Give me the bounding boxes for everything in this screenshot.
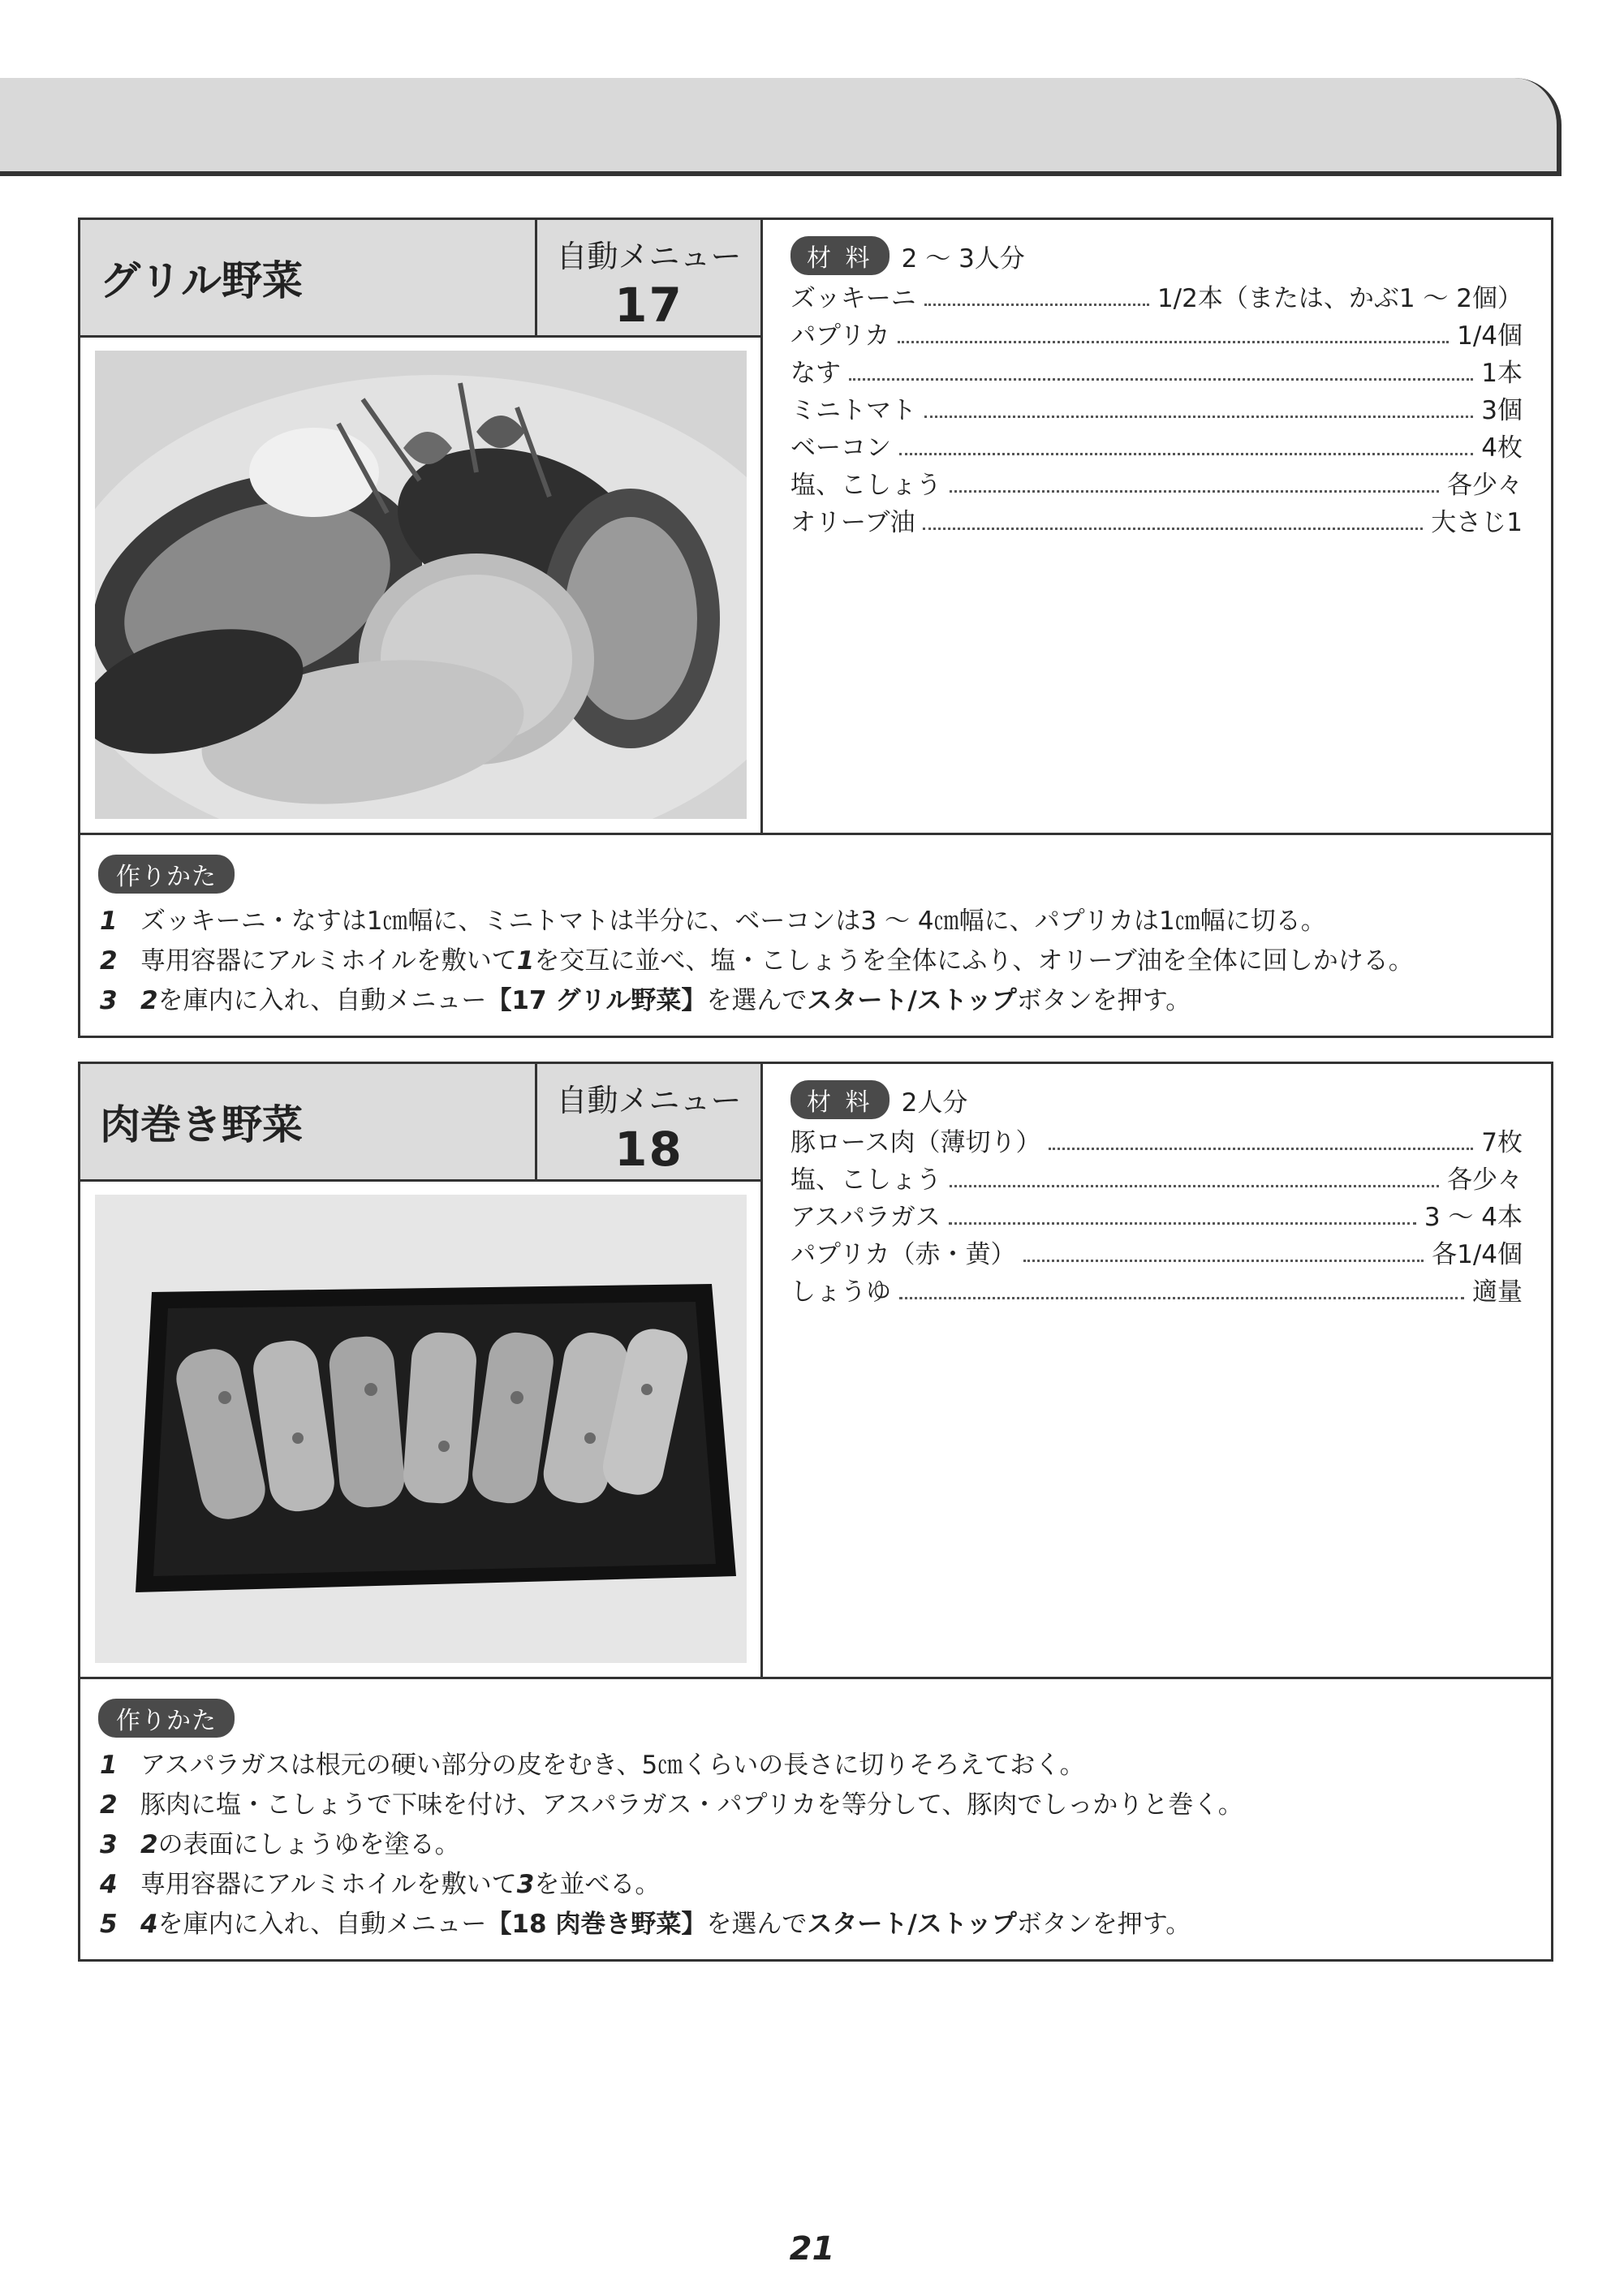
- step-reference: 1: [516, 946, 535, 976]
- step-reference: 4: [140, 1910, 158, 1939]
- grilled-vegetables-photo: [95, 351, 747, 819]
- steps-label: 作りかた: [98, 855, 235, 894]
- leader-dots: [950, 490, 1439, 493]
- step-text: アスパラガスは根元の硬い部分の皮をむき、5㎝くらいの長さに切りそろえておく。: [140, 1751, 1085, 1780]
- recipe-card-meat-rolled-vegetables: [78, 1062, 1553, 1962]
- ingredient-name: ベーコン: [790, 433, 891, 463]
- step-item: [80, 1865, 1551, 1905]
- ingredients-section: [790, 236, 1523, 541]
- leader-dots: [899, 1297, 1464, 1299]
- ingredient-name: 塩、こしょう: [790, 1165, 941, 1195]
- step-text: を選んで: [706, 986, 808, 1015]
- step-text: ボタンを押す。: [1016, 1910, 1191, 1939]
- step-text: の表面にしょうゆを塗る。: [157, 1830, 460, 1859]
- step-item: [80, 1825, 1551, 1865]
- step-text: ボタンを押す。: [1016, 986, 1191, 1015]
- ingredient-name: アスパラガス: [790, 1203, 941, 1232]
- step-item: [80, 1786, 1551, 1825]
- leader-dots: [1049, 1148, 1473, 1150]
- step-text: を並べる。: [534, 1870, 661, 1899]
- ingredient-amount: 7枚: [1481, 1128, 1523, 1157]
- step-number: 1: [100, 1751, 118, 1780]
- recipe-card-grilled-vegetables: [78, 218, 1553, 1038]
- ingredient-row: [790, 317, 1523, 355]
- step-number: 2: [100, 946, 118, 976]
- ingredient-amount: 1/4個: [1457, 321, 1523, 351]
- ingredient-name: 塩、こしょう: [790, 471, 941, 500]
- step-reference: 2: [140, 986, 158, 1015]
- ingredient-name: なす: [790, 359, 841, 388]
- header-bar: [0, 78, 1562, 176]
- steps-section: [80, 1679, 1551, 1959]
- step-item: [80, 941, 1551, 981]
- ingredient-name: パプリカ: [790, 321, 890, 351]
- ingredient-amount: 各少々: [1447, 1165, 1523, 1195]
- page-number: 21: [789, 2230, 835, 2268]
- ingredient-row: [790, 1124, 1523, 1161]
- meat-rolled-vegetables-photo: [95, 1195, 747, 1663]
- step-number: 3: [100, 986, 118, 1015]
- ingredient-row: [790, 1199, 1523, 1236]
- ingredient-amount: 1/2本（または、かぶ1 ～ 2個）: [1157, 284, 1523, 313]
- button-name: スタート/ストップ: [807, 1910, 1017, 1939]
- servings: 2 ～ 3人分: [901, 243, 1025, 274]
- recipe-title: グリル野菜: [80, 220, 537, 338]
- servings: 2人分: [901, 1088, 968, 1118]
- auto-menu-number: 17: [614, 278, 683, 333]
- menu-reference: 【17 グリル野菜】: [486, 986, 707, 1015]
- ingredient-name: 豚ロース肉（薄切り）: [790, 1128, 1041, 1157]
- ingredient-amount: 1本: [1481, 359, 1523, 388]
- ingredient-amount: 各1/4個: [1432, 1240, 1523, 1269]
- step-text: を交互に並べ、塩・こしょうを全体にふり、オリーブ油を全体に回しかける。: [534, 946, 1414, 976]
- step-number: 1: [100, 907, 118, 936]
- ingredient-name: ズッキーニ: [790, 284, 916, 313]
- ingredient-row: [790, 429, 1523, 467]
- ingredient-amount: 適量: [1472, 1277, 1523, 1307]
- auto-menu-box: [537, 1064, 763, 1182]
- step-item: [80, 1905, 1551, 1945]
- ingredient-name: パプリカ（赤・黄）: [790, 1240, 1016, 1269]
- ingredient-name: しょうゆ: [790, 1277, 891, 1307]
- step-text: 専用容器にアルミホイルを敷いて: [140, 946, 517, 976]
- ingredient-name: ミニトマト: [790, 396, 916, 425]
- leader-dots: [924, 304, 1149, 306]
- leader-dots: [898, 341, 1449, 343]
- ingredient-row: [790, 467, 1523, 504]
- leader-dots: [849, 378, 1473, 381]
- step-item: [80, 981, 1551, 1021]
- leader-dots: [923, 528, 1423, 530]
- step-text: を庫内に入れ、自動メニュー: [157, 1910, 487, 1939]
- button-name: スタート/ストップ: [807, 986, 1017, 1015]
- ingredient-row: [790, 504, 1523, 541]
- step-reference: 3: [516, 1870, 535, 1899]
- step-text: ズッキーニ・なすは1㎝幅に、ミニトマトは半分に、ベーコンは3 ～ 4㎝幅に、パプリカは1㎝幅に切る。: [140, 907, 1326, 936]
- photo-column: [80, 338, 763, 833]
- ingredient-name: オリーブ油: [790, 508, 915, 537]
- ingredient-amount: 3 ～ 4本: [1424, 1203, 1523, 1232]
- step-item: [80, 902, 1551, 941]
- ingredient-amount: 4枚: [1481, 433, 1523, 463]
- leader-dots: [1023, 1260, 1424, 1262]
- step-number: 4: [100, 1870, 118, 1899]
- menu-reference: 【18 肉巻き野菜】: [486, 1910, 707, 1939]
- step-number: 3: [100, 1830, 118, 1859]
- ingredient-row: [790, 280, 1523, 317]
- leader-dots: [899, 453, 1473, 455]
- ingredient-row: [790, 1273, 1523, 1311]
- step-item: [80, 1746, 1551, 1786]
- ingredient-row: [790, 1161, 1523, 1199]
- leader-dots: [949, 1222, 1416, 1225]
- photo-column: [80, 1182, 763, 1677]
- recipe-title: 肉巻き野菜: [80, 1064, 537, 1182]
- step-text: 豚肉に塩・こしょうで下味を付け、アスパラガス・パプリカを等分して、豚肉でしっかりと巻く。: [140, 1790, 1243, 1820]
- ingredient-amount: 3個: [1481, 396, 1523, 425]
- leader-dots: [950, 1185, 1439, 1187]
- ingredient-row: [790, 1236, 1523, 1273]
- leader-dots: [924, 416, 1473, 418]
- step-text: を選んで: [706, 1910, 808, 1939]
- ingredient-amount: 各少々: [1447, 471, 1523, 500]
- ingredient-amount: 大さじ1: [1431, 508, 1523, 537]
- auto-menu-label: 自動メニュー: [556, 1083, 742, 1118]
- step-number: 2: [100, 1790, 118, 1820]
- ingredients-section: [790, 1080, 1523, 1311]
- step-text: を庫内に入れ、自動メニュー: [157, 986, 487, 1015]
- auto-menu-number: 18: [614, 1122, 683, 1177]
- ingredient-row: [790, 355, 1523, 392]
- step-number: 5: [100, 1910, 118, 1939]
- ingredients-label: 材 料: [790, 236, 890, 275]
- step-text: 専用容器にアルミホイルを敷いて: [140, 1870, 517, 1899]
- steps-label: 作りかた: [98, 1699, 235, 1738]
- ingredient-row: [790, 392, 1523, 429]
- auto-menu-box: [537, 220, 763, 338]
- auto-menu-label: 自動メニュー: [556, 239, 742, 274]
- steps-section: [80, 835, 1551, 1036]
- ingredients-label: 材 料: [790, 1080, 890, 1119]
- step-reference: 2: [140, 1830, 158, 1859]
